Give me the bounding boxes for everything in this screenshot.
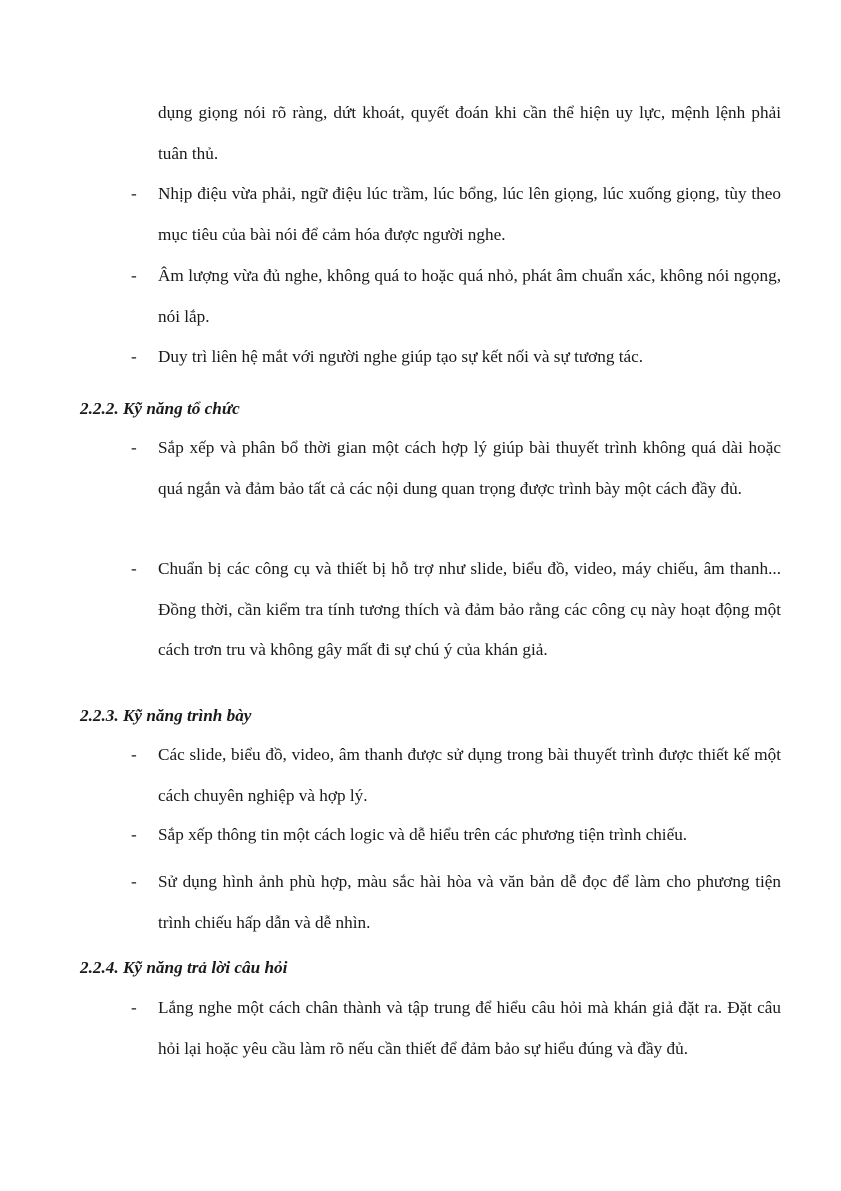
- bullet-rhythm-intonation: Nhịp điệu vừa phải, ngữ điệu lúc trầm, lúc bổng, lúc lên giọng, lúc xuống giọng, tùy theo mục tiêu của bài nói để cảm hóa được người nghe.: [158, 184, 781, 244]
- bullet-slides-design: Các slide, biểu đồ, video, âm thanh được sử dụng trong bài thuyết trình được thiết kế một cách chuyên nghiệp và hợp lý.: [158, 745, 781, 805]
- bullet-listening: Lắng nghe một cách chân thành và tập trung để hiểu câu hỏi mà khán giả đặt ra. Đặt câu hỏi lại hoặc yêu cầu làm rõ nếu cần thiết để đảm bảo sự hiểu đúng và đầy đủ.: [158, 998, 781, 1058]
- bullet-volume: Âm lượng vừa đủ nghe, không quá to hoặc quá nhỏ, phát âm chuẩn xác, không nói ngọng, nói lắp.: [158, 266, 781, 326]
- bullet-images-colors: Sử dụng hình ảnh phù hợp, màu sắc hài hòa và văn bản dễ đọc để làm cho phương tiện trình chiếu hấp dẫn và dễ nhìn.: [158, 872, 781, 932]
- section-heading-presentation: 2.2.3. Kỹ năng trình bày: [80, 706, 252, 725]
- section-heading-answering-questions: 2.2.4. Kỹ năng trả lời câu hỏi: [80, 958, 288, 977]
- bullet-logical-arrangement: Sắp xếp thông tin một cách logic và dễ hiểu trên các phương tiện trình chiếu.: [158, 825, 688, 844]
- bullet-dash: -: [131, 266, 137, 285]
- bullet-dash: -: [131, 998, 137, 1017]
- bullet-eye-contact: Duy trì liên hệ mắt với người nghe giúp tạo sự kết nối và sự tương tác.: [158, 347, 644, 366]
- bullet-dash: -: [131, 872, 137, 891]
- bullet-dash: -: [131, 559, 137, 578]
- bullet-time-allocation: Sắp xếp và phân bổ thời gian một cách hợp lý giúp bài thuyết trình không quá dài hoặc quá ngắn và đảm bảo tất cả các nội dung quan trọng được trình bày một cách đầy đủ.: [158, 438, 781, 498]
- paragraph-continuation: dụng giọng nói rõ ràng, dứt khoát, quyết đoán khi cần thể hiện uy lực, mệnh lệnh phải tuân thủ.: [158, 103, 781, 163]
- bullet-dash: -: [131, 745, 137, 764]
- bullet-dash: -: [131, 347, 137, 366]
- section-heading-organization: 2.2.2. Kỹ năng tổ chức: [80, 399, 240, 418]
- bullet-tools-preparation: Chuẩn bị các công cụ và thiết bị hỗ trợ như slide, biểu đồ, video, máy chiếu, âm thanh... Đồng thời, cần kiểm tra tính tương thích và đảm bảo rằng các công cụ này hoạt động một cách trơn tru và không gây mất đi sự chú ý của khán giả.: [158, 559, 781, 659]
- bullet-dash: -: [131, 825, 137, 844]
- bullet-dash: -: [131, 438, 137, 457]
- bullet-dash: -: [131, 184, 137, 203]
